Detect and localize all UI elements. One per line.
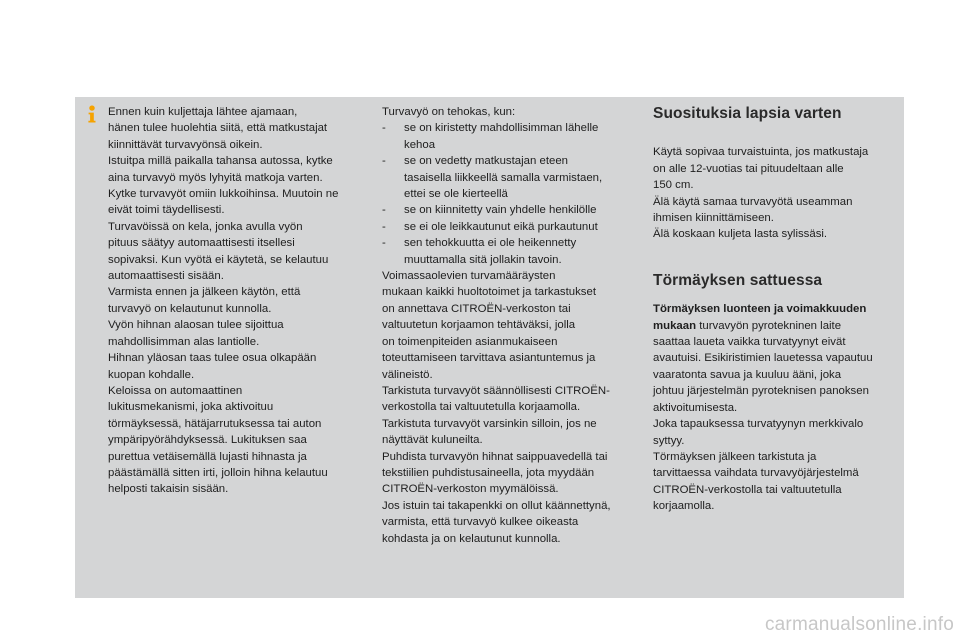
text-line: Tarkistuta turvavyöt säännöllisesti CITROËN- xyxy=(382,384,610,397)
text-line: saattaa laueta vaikka turvatyynyt eivät xyxy=(653,336,846,349)
text-line: Tarkistuta turvavyöt varsinkin silloin, jos ne xyxy=(382,417,597,430)
text-line: Älä käytä samaa turvavyötä useamman xyxy=(653,195,853,208)
text-line: pituus säätyy automaattisesti itsellesi xyxy=(108,237,295,250)
text-line: toteuttamiseen tarvittava asiantuntemus ja xyxy=(382,352,596,365)
text-line: näyttävät kuluneilta. xyxy=(382,434,483,447)
bullet-line: se on vedetty matkustajan eteen xyxy=(404,155,569,168)
text-fragment: turvavyön pyrotekninen laite xyxy=(696,319,842,332)
text-line: kiinnittävät turvavyönsä oikein. xyxy=(108,138,263,151)
section-heading-collision: Törmäyksen sattuessa xyxy=(653,271,823,289)
text-line: tekstiilien puhdistusaineella, jota myydään xyxy=(382,466,595,479)
bullet-dash: - xyxy=(382,220,386,233)
bullet-dash: - xyxy=(382,155,386,168)
text-line: CITROËN-verkoston myymälöissä. xyxy=(382,483,559,496)
bullet-dash: - xyxy=(382,237,386,250)
text-line: Turvavöissä on kela, jonka avulla vyön xyxy=(108,220,303,233)
text-line: automaattisesti sisään. xyxy=(108,270,224,283)
text-line: mahdollisimman alas lantiolle. xyxy=(108,335,260,348)
text-line: Puhdista turvavyön hihnat saippuavedellä tai xyxy=(382,450,608,463)
bullet-line: se on kiinnitetty vain yhdelle henkilölle xyxy=(404,204,597,217)
text-line: Varmista ennen ja jälkeen käytön, että xyxy=(108,286,301,299)
text-line: 150 cm. xyxy=(653,179,694,192)
text-line: Ennen kuin kuljettaja lähtee ajamaan, xyxy=(108,106,298,118)
text-line: avautuisi. Esikiristimien lauetessa vapautuu xyxy=(653,352,873,365)
text-line: eivät toimi täydellisesti. xyxy=(108,204,225,217)
text-line: hänen tulee huolehtia siitä, että matkustajat xyxy=(108,122,328,135)
bullet-line: tasaisella liikkeellä samalla varmistaen, xyxy=(404,171,603,184)
text-line: päästämällä sitten irti, jolloin hihna kelautuu xyxy=(108,466,328,479)
text-line: korjaamolla. xyxy=(653,500,715,513)
text-line: helposti takaisin sisään. xyxy=(108,483,229,496)
bullet-item xyxy=(382,235,638,268)
bullet-line: se on kiristetty mahdollisimman lähelle xyxy=(404,122,599,135)
text-line: kuopan kohdalle. xyxy=(108,368,195,381)
watermark: carmanualsonline.info xyxy=(764,614,954,635)
text-line: on alle 12-vuotias tai pituudeltaan alle xyxy=(653,162,844,175)
text-line: syttyy. xyxy=(653,434,685,447)
bullet-item xyxy=(382,153,638,202)
text-line: Jos istuin tai takapenkki on ollut käännettynä, xyxy=(382,499,611,512)
text-line: on toimenpiteiden asianmukaiseen xyxy=(382,335,558,348)
bullet-item xyxy=(382,202,638,218)
text-line: ympäripyörähdyksessä. Lukituksen saa xyxy=(108,434,307,447)
text-line: sopivaksi. Kun vyötä ei käytetä, se kelautuu xyxy=(108,253,329,266)
bullet-line: sen tehokkuutta ei ole heikennetty xyxy=(404,237,577,250)
belt-care-column xyxy=(382,104,638,547)
text-line: Joka tapauksessa turvatyynyn merkkivalo xyxy=(653,418,864,431)
bullet-item xyxy=(382,219,638,235)
text-line: Istuitpa millä paikalla tahansa autossa, kytke xyxy=(108,155,333,168)
text-line: turvavyö on kelautunut kunnolla. xyxy=(108,302,272,315)
bullet-line: kehoa xyxy=(404,138,436,151)
bold-lead-line: Törmäyksen luonteen ja voimakkuuden xyxy=(653,303,867,316)
text-line: Hihnan yläosan taas tulee osua olkapään xyxy=(108,352,317,365)
text-line: Vyön hihnan alaosan tulee sijoittua xyxy=(108,319,284,332)
recommendations-column xyxy=(653,104,901,515)
bullet-line: se ei ole leikkautunut eikä purkautunut xyxy=(404,220,598,233)
text-line: on annettava CITROËN-verkoston tai xyxy=(382,302,571,315)
text-line: purettua vetäisemällä lujasti hihnasta ja xyxy=(108,450,307,463)
bold-lead-word: mukaan xyxy=(653,319,697,332)
text-line: törmäyksessä, hätäjarrutuksessa tai auton xyxy=(108,417,322,430)
mixed-line xyxy=(653,318,901,334)
text-line: CITROËN-verkostolla tai valtuutetulla xyxy=(653,483,842,496)
text-line: johtuu järjestelmän pyroteknisen panoksen xyxy=(653,385,869,398)
text-line: Älä koskaan kuljeta lasta sylissäsi. xyxy=(653,228,828,241)
text-line: aktivoitumisesta. xyxy=(653,401,738,414)
info-icon xyxy=(82,104,102,124)
text-line: Käytä sopivaa turvaistuinta, jos matkustaja xyxy=(653,146,869,159)
bullet-line: ettei se ole kierteellä xyxy=(404,188,508,201)
intro-line: Turvavyö on tehokas, kun: xyxy=(382,106,516,118)
bullet-item xyxy=(382,120,638,153)
text-line: verkostolla tai valtuutetulla korjaamolla. xyxy=(382,401,581,414)
text-line: kohdasta ja on kelautunut kunnolla. xyxy=(382,532,561,545)
text-line: välineistö. xyxy=(382,368,433,381)
text-line: valtuutetun korjaamon tehtäväksi, jolla xyxy=(382,319,576,332)
text-line: Keloissa on automaattinen xyxy=(108,384,243,397)
bullet-dash: - xyxy=(382,204,386,217)
bullet-line: muuttamalla sitä jollakin tavoin. xyxy=(404,253,562,266)
text-line: lukitusmekanismi, joka aktivoituu xyxy=(108,401,274,414)
text-line: tarvittaessa vaihdata turvavyöjärjestelmä xyxy=(653,467,859,480)
info-text-column xyxy=(108,104,364,498)
text-line: aina turvavyö myös lyhyitä matkoja varten. xyxy=(108,171,323,184)
text-line: ihmisen kiinnittämiseen. xyxy=(653,212,774,225)
text-line: mukaan kaikki huoltotoimet ja tarkastukset xyxy=(382,286,596,299)
text-line: Kytke turvavyöt omiin lukkoihinsa. Muutoin ne xyxy=(108,188,339,201)
section-heading-children: Suosituksia lapsia varten xyxy=(653,105,842,122)
text-line: Törmäyksen jälkeen tarkistuta ja xyxy=(653,450,817,463)
text-line: varmista, että turvavyö kulkee oikeasta xyxy=(382,516,579,529)
bullet-dash: - xyxy=(382,122,386,135)
text-line: Voimassaolevien turvamääräysten xyxy=(382,270,556,283)
text-line: vaaratonta savua ja kuuluu ääni, joka xyxy=(653,368,842,381)
